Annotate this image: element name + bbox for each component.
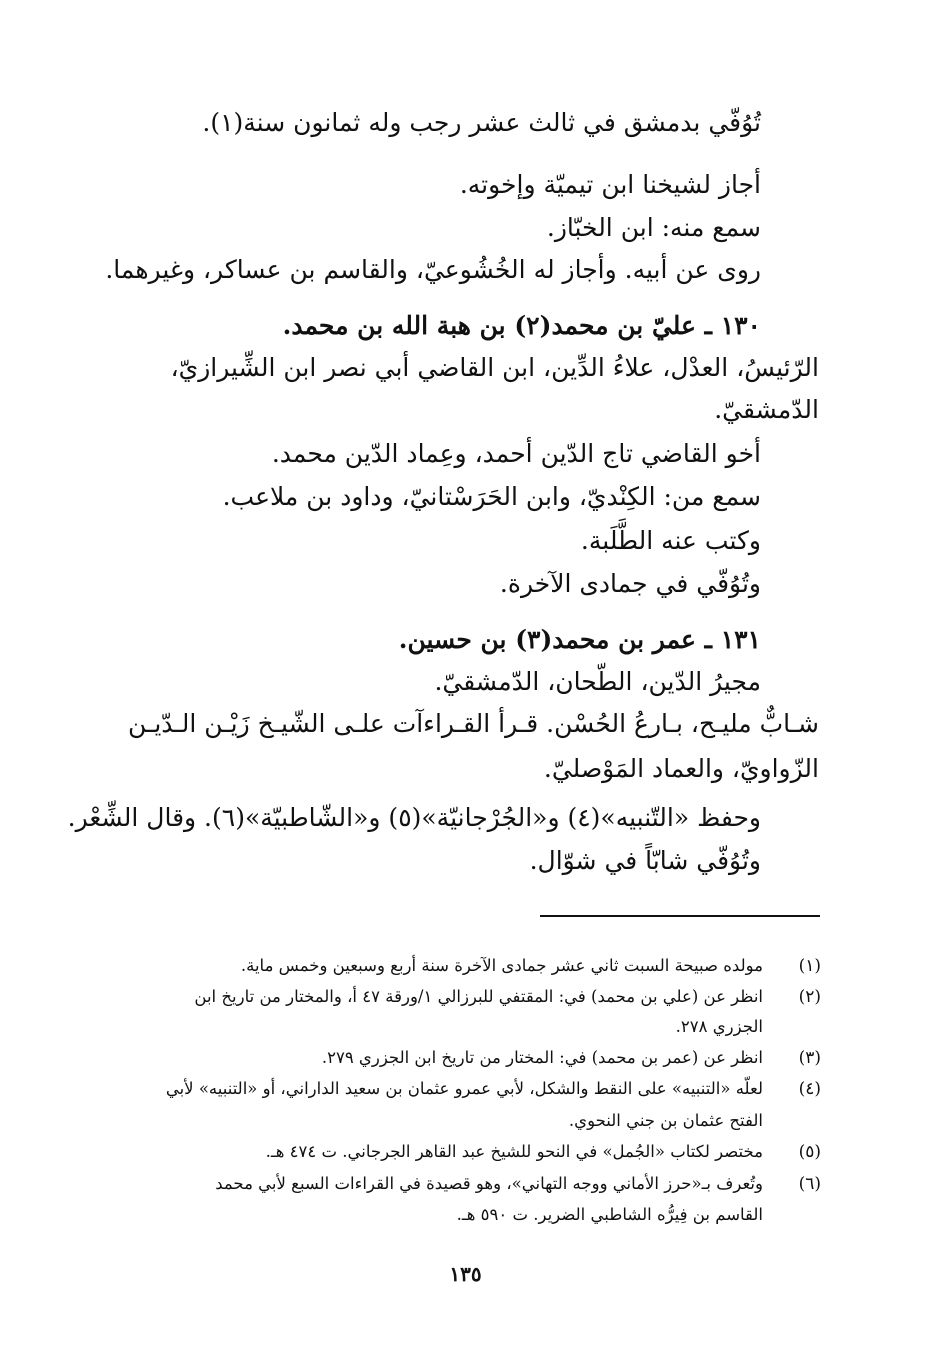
page-number: ١٣٥ (449, 1262, 482, 1286)
body-line: تُوُفّي بدمشق في ثالث عشر رجب وله ثمانون سنة(١). (202, 108, 761, 137)
body-line: أجاز لشيخنا ابن تيميّة وإخوته. (459, 170, 761, 199)
body-line: الرّئيسُ، العدْل، علاءُ الدِّين، ابن القاضي أبي نصر ابن الشِّيرازيّ، (170, 353, 819, 382)
body-line: سمع منه: ابن الخبّاز. (546, 213, 761, 242)
footnote-number: (٣) (798, 1048, 821, 1068)
footnote-separator (540, 915, 820, 917)
body-line: الدّمشقيّ. (714, 395, 819, 424)
footnote-text: انظر عن (علي بن محمد) في: المقتفي للبرزالي ١/ورقة ٤٧ أ، والمختار من تاريخ ابن (194, 987, 763, 1006)
body-line: وحفظ «التّنبيه»(٤) و«الجُرْجانيّة»(٥) و«الشّاطبيّة»(٦). وقال الشِّعْر. (67, 803, 761, 832)
footnote-number: (٤) (798, 1079, 821, 1099)
footnote-text: وتُعرف بـ«حرز الأماني ووجه التهاني»، وهو قصيدة في القراءات السبع لأبي محمد (215, 1174, 763, 1193)
footnote-number: (٢) (798, 987, 821, 1007)
footnote-text: انظر عن (عمر بن محمد) في: المختار من تاريخ ابن الجزري ٢٧٩. (321, 1048, 763, 1067)
footnote-text: مختصر لكتاب «الجُمل» في النحو للشيخ عبد القاهر الجرجاني. ت ٤٧٤ هـ. (265, 1142, 763, 1161)
body-line: وتُوُفّي في جمادى الآخرة. (499, 569, 761, 598)
footnote-number: (٥) (798, 1142, 821, 1162)
footnote-text: القاسم بن فِيرُّه الشاطبي الضرير. ت ٥٩٠ هـ. (456, 1205, 763, 1224)
body-line: شـابٌّ مليـح، بـارعُ الحُسْن. قـرأ القـراءآت علـى الشّيـخ زَيْـن الـدّيـن (127, 709, 819, 738)
footnote-number: (٦) (798, 1174, 821, 1194)
footnote-text: مولده صبيحة السبت ثاني عشر جمادى الآخرة سنة أربع وسبعين وخمس ماية. (240, 956, 763, 975)
body-line: وكتب عنه الطَّلَبة. (580, 526, 761, 555)
footnote-text: الجزري ٢٧٨. (675, 1017, 763, 1036)
entry-heading: ١٣١ ـ عمر بن محمد(٣) بن حسين. (398, 625, 761, 654)
entry-heading: ١٣٠ ـ عليّ بن محمد(٢) بن هبة الله بن محمد. (282, 311, 761, 340)
footnote-text: لعلّه «التنبيه» على النقط والشكل، لأبي عمرو عثمان بن سعيد الداراني، أو «التنبيه» لأبي (165, 1079, 763, 1098)
footnote-number: (١) (798, 956, 821, 976)
body-line: سمع من: الكِنْديّ، وابن الحَرَسْتانيّ، وداود بن ملاعب. (222, 482, 761, 511)
body-line: أخو القاضي تاج الدّين أحمد، وعِماد الدّين محمد. (271, 439, 761, 468)
body-line: وتُوُفّي شابّاً في شوّال. (529, 846, 761, 875)
body-line: الزّواويّ، والعماد المَوْصليّ. (543, 754, 819, 783)
footnote-text: الفتح عثمان بن جني النحوي. (568, 1111, 763, 1130)
body-line: روى عن أبيه. وأجاز له الخُشُوعيّ، والقاسم بن عساكر، وغيرهما. (105, 255, 761, 284)
body-line: مجيرُ الدّين، الطّحان، الدّمشقيّ. (434, 667, 761, 696)
